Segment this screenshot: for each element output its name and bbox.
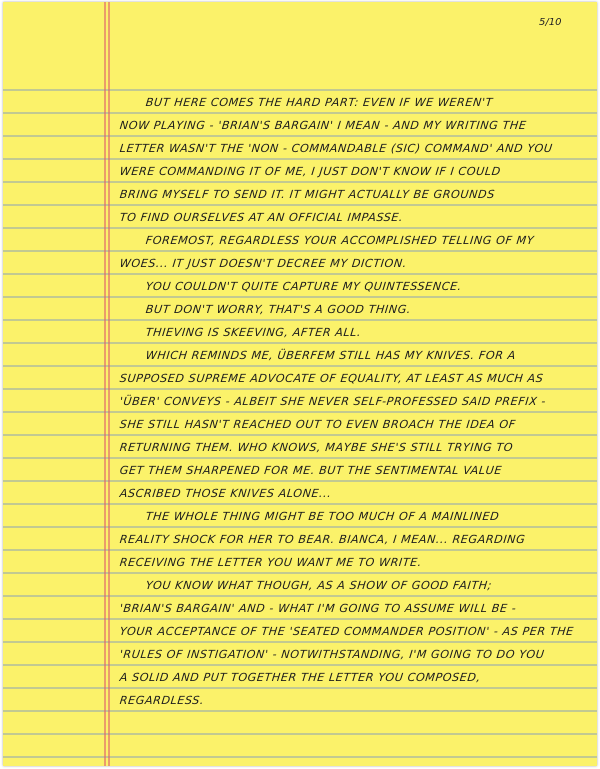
text-line: LETTER WASN'T THE 'NON - COMMANDABLE (SIC) COMMAND' AND YOU	[119, 142, 554, 155]
text-line: BUT HERE COMES THE HARD PART: EVEN IF WE WEREN'T	[145, 96, 494, 109]
text-line: WHICH REMINDS ME, ÜBERFEM STILL HAS MY KNIVES. FOR A	[145, 349, 517, 362]
text-line: BRING MYSELF TO SEND IT. IT MIGHT ACTUALLY BE GROUNDS	[119, 188, 496, 201]
text-line: BUT DON'T WORRY, THAT'S A GOOD THING.	[145, 303, 412, 316]
text-line: YOUR ACCEPTANCE OF THE 'SEATED COMMANDER POSITION' - AS PER THE	[119, 625, 575, 638]
text-line: TO FIND OURSELVES AT AN OFFICIAL IMPASSE.	[119, 211, 404, 224]
text-line: RECEIVING THE LETTER YOU WANT ME TO WRITE.	[119, 556, 423, 569]
text-line: GET THEM SHARPENED FOR ME. BUT THE SENTIMENTAL VALUE	[119, 464, 503, 477]
text-line: WERE COMMANDING IT OF ME, I JUST DON'T KNOW IF I COULD	[119, 165, 502, 178]
notepad-page	[3, 2, 597, 766]
text-line: RETURNING THEM. WHO KNOWS, MAYBE SHE'S STILL TRYING TO	[119, 441, 514, 454]
text-line: 'RULES OF INSTIGATION' - NOTWITHSTANDING, I'M GOING TO DO YOU	[119, 648, 546, 661]
text-line: WOES... IT JUST DOESN'T DECREE MY DICTION.	[119, 257, 408, 270]
text-line: 'ÜBER' CONVEYS - ALBEIT SHE NEVER SELF-PROFESSED SAID PREFIX -	[119, 395, 547, 408]
text-line: THE WHOLE THING MIGHT BE TOO MUCH OF A MAINLINED	[145, 510, 500, 523]
text-line: FOREMOST, REGARDLESS YOUR ACCOMPLISHED TELLING OF MY	[145, 234, 535, 247]
page-number: 5/10	[539, 17, 562, 28]
text-line: REALITY SHOCK FOR HER TO BEAR. BIANCA, I MEAN... REGARDING	[119, 533, 527, 546]
text-line: SUPPOSED SUPREME ADVOCATE OF EQUALITY, AT LEAST AS MUCH AS	[119, 372, 545, 385]
text-line: SHE STILL HASN'T REACHED OUT TO EVEN BROACH THE IDEA OF	[119, 418, 517, 431]
text-line: A SOLID AND PUT TOGETHER THE LETTER YOU COMPOSED,	[119, 671, 482, 684]
text-line: ASCRIBED THOSE KNIVES ALONE...	[119, 487, 333, 500]
text-line: YOU KNOW WHAT THOUGH, AS A SHOW OF GOOD FAITH;	[145, 579, 493, 592]
text-line: 'BRIAN'S BARGAIN' AND - WHAT I'M GOING TO ASSUME WILL BE -	[119, 602, 517, 615]
text-line: YOU COULDN'T QUITE CAPTURE MY QUINTESSENCE.	[145, 280, 463, 293]
text-line: NOW PLAYING - 'BRIAN'S BARGAIN' I MEAN - AND MY WRITING THE	[119, 119, 528, 132]
text-line: REGARDLESS.	[119, 694, 205, 707]
text-line: THIEVING IS SKEEVING, AFTER ALL.	[145, 326, 362, 339]
